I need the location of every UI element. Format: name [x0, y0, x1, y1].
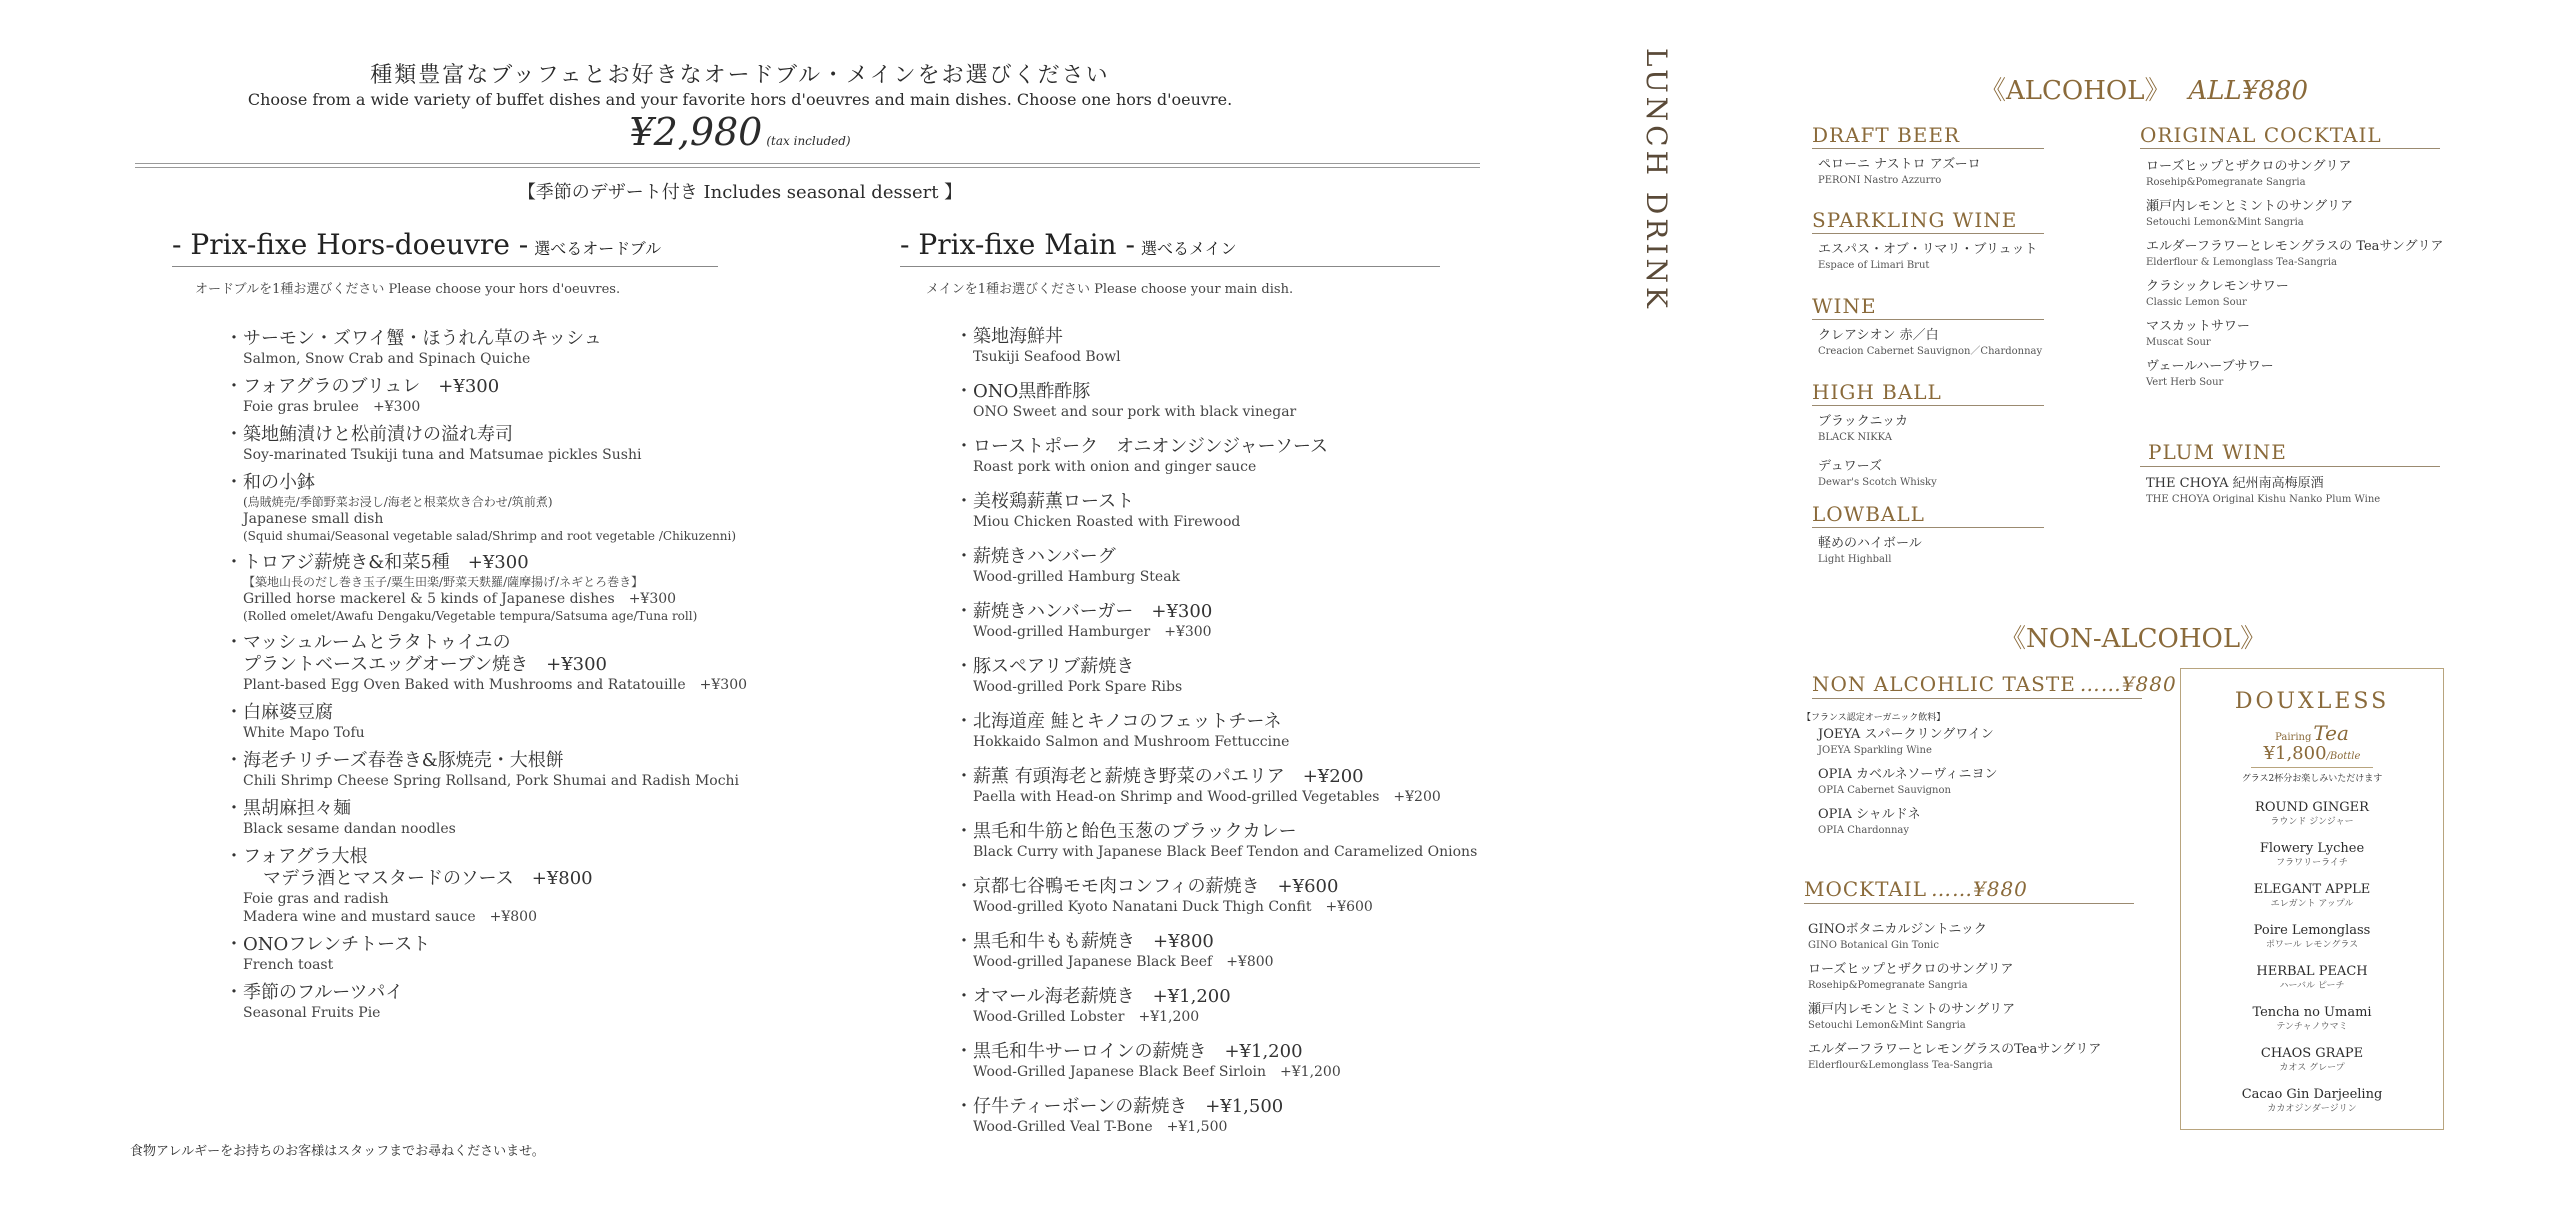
douxless-note: グラス2杯分お楽しみいただけます [2241, 774, 2383, 784]
list-item [955, 546, 1477, 586]
drink-en: PERONI Nastro Azzurro [1818, 175, 1942, 186]
item-jp-line2: プラントベースエッグオーブン焼き +¥300 [243, 654, 608, 675]
item-en: Grilled horse mackerel & 5 kinds of Japanese dishes +¥300 [243, 591, 677, 607]
header-title-jp: 種類豊富なブッフェとお好きなオードブル・メインをお選びください [370, 63, 1110, 88]
drink-en: OPIA Chardonnay [1818, 825, 1910, 836]
item-jp: ・京都七谷鴨モモ肉コンフィの薪焼き +¥600 [955, 876, 1339, 897]
item-en: Seasonal Fruits Pie [243, 1005, 381, 1021]
tea-jp: フラワリーライチ [2276, 858, 2348, 868]
list-item [225, 424, 747, 464]
tea-jp: カカオジンダージリン [2267, 1104, 2357, 1114]
allergy-note: 食物アレルギーをお持ちのお客様はスタッフまでお尋ねくださいませ。 [130, 1144, 545, 1159]
item-jp: ・豚スペアリブ薪焼き [955, 656, 1135, 677]
douxless-box [2180, 668, 2444, 1130]
list-item [225, 632, 747, 694]
list-item [2146, 358, 2444, 390]
wine-list [1818, 327, 2042, 372]
item-jp: ・美桜鶏薪薫ロースト [955, 491, 1135, 512]
list-item [1808, 961, 2101, 993]
list-item [2146, 278, 2444, 310]
dessert-note: 【季節のデザート付き Includes seasonal dessert 】 [517, 182, 963, 203]
na-taste-rule [1812, 698, 2142, 699]
tea-jp: ポワール レモングラス [2265, 940, 2359, 950]
tea-en: ELEGANT APPLE [2253, 882, 2371, 897]
item-jp: ・薪焼きハンバーガー +¥300 [955, 601, 1213, 622]
drink-en: Dewar's Scotch Whisky [1818, 477, 1937, 488]
tea-jp: カオス グレープ [2279, 1063, 2345, 1073]
mocktail-list [1808, 921, 2101, 1081]
item-en: Wood-Grilled Veal T-Bone +¥1,500 [973, 1119, 1228, 1135]
douxless-rule [2251, 767, 2373, 768]
drink-en: THE CHOYA Original Kishu Nanko Plum Wine [2146, 494, 2381, 505]
list-item [2181, 1045, 2443, 1074]
item-en: Tsukiji Seafood Bowl [973, 349, 1121, 365]
item-jp: ・北海道産 鮭とキノコのフェットチーネ [955, 711, 1282, 732]
item-jp: ・マッシュルームとラタトゥイユの [225, 632, 511, 653]
item-detail-en: (Squid shumai/Seasonal vegetable salad/Shrimp and root vegetable /Chikuzenni) [243, 529, 737, 543]
item-en: Chili Shrimp Cheese Spring Rollsand, Pork Shumai and Radish Mochi [243, 773, 740, 789]
item-jp: ・黒毛和牛サーロインの薪焼き +¥1,200 [955, 1041, 1303, 1062]
item-jp: ・トロアジ薪焼き&和菜5種 +¥300 [225, 552, 529, 573]
drink-en: Classic Lemon Sour [2146, 297, 2247, 308]
list-item [1818, 726, 1998, 758]
na-taste-list [1818, 726, 1998, 846]
list-item [225, 552, 747, 624]
drink-jp: THE CHOYA 紀州南高梅原酒 [2146, 476, 2324, 491]
plum-wine-rule [2140, 466, 2440, 467]
tea-en: Flowery Lychee [2259, 841, 2365, 856]
list-item [225, 934, 747, 974]
list-item [955, 326, 1477, 366]
drink-en: Elderflour & Lemonglass Tea-Sangria [2146, 257, 2338, 268]
item-detail-jp: 【築地山長のだし巻き玉子/粟生田楽/野菜天麩羅/薩摩揚げ/ネギとろ巻き】 [243, 575, 644, 589]
list-item [1818, 458, 1937, 490]
list-item [955, 491, 1477, 531]
lowball-heading: LOWBALL [1812, 502, 1925, 526]
list-item [955, 766, 1477, 806]
list-item [1818, 156, 1981, 188]
lunch-drink-vertical-title: LUNCH DRINK [1640, 48, 1673, 312]
drink-en: OPIA Cabernet Sauvignon [1818, 785, 1951, 796]
mocktail-heading [1804, 877, 2028, 901]
set-price [0, 110, 1480, 154]
item-jp: ・オマール海老薪焼き +¥1,200 [955, 986, 1231, 1007]
drink-en: Creacion Cabernet Sauvignon／Chardonnay [1818, 346, 2043, 357]
alcohol-all-price: ALL¥880 [2188, 76, 2308, 106]
hors-section-rule [172, 266, 718, 267]
header-rule-top [135, 163, 1480, 164]
list-item [955, 381, 1477, 421]
item-jp: ・築地海鮮丼 [955, 326, 1063, 347]
tea-text: Tea [2313, 721, 2349, 745]
list-item [955, 711, 1477, 751]
item-en: Wood-Grilled Lobster +¥1,200 [973, 1009, 1200, 1025]
cocktail-rule [2140, 148, 2440, 149]
tax-note: (tax included) [766, 134, 851, 148]
list-item [2146, 238, 2444, 270]
wine-rule [1812, 319, 2044, 320]
hors-section-note: オードブルを1種お選びください Please choose your hors d'oeuvres. [195, 282, 621, 297]
drink-jp: GINOボタニカルジントニック [1808, 922, 1987, 937]
list-item [2181, 799, 2443, 828]
item-jp: ・フォアグラ大根 [225, 846, 368, 867]
item-en: Paella with Head-on Shrimp and Wood-grilled Vegetables +¥200 [973, 789, 1441, 805]
organic-note: 【フランス認定オーガニック飲料】 [1802, 713, 1946, 723]
drink-en: Light Highball [1818, 554, 1892, 565]
item-jp: ・薪薫 有頭海老と薪焼き野菜のパエリア +¥200 [955, 766, 1364, 787]
tea-en: CHAOS GRAPE [2260, 1046, 2364, 1061]
sparkling-rule [1812, 233, 2044, 234]
drink-en: BLACK NIKKA [1818, 432, 1892, 443]
header-rule-bottom [135, 167, 1480, 168]
list-item [955, 601, 1477, 641]
list-item [225, 846, 747, 926]
item-jp: ・黒毛和牛筋と飴色玉葱のブラックカレー [955, 821, 1297, 842]
drink-en: Rosehip&Pomegranate Sangria [2146, 177, 2306, 188]
item-detail-en: (Rolled omelet/Awafu Dengaku/Vegetable tempura/Satsuma age/Tuna roll) [243, 609, 698, 623]
item-en: Soy-marinated Tsukiji tuna and Matsumae pickles Sushi [243, 447, 642, 463]
item-jp: ・ONO黒酢酢豚 [955, 381, 1091, 402]
item-en: Roast pork with onion and ginger sauce [973, 459, 1257, 475]
na-taste-heading [1812, 672, 2177, 696]
item-en: Wood-grilled Kyoto Nanatani Duck Thigh Confit +¥600 [973, 899, 1373, 915]
list-item [1818, 806, 1998, 838]
drink-jp: 軽めのハイボール [1818, 536, 1922, 551]
mocktail-rule [1804, 903, 2134, 904]
item-en: Foie gras brulee +¥300 [243, 399, 421, 415]
list-item [955, 821, 1477, 861]
drink-jp: 瀬戸内レモンとミントのサングリア [2146, 199, 2354, 214]
list-item [225, 750, 747, 790]
item-detail-jp: (烏賊焼売/季節野菜お浸し/海老と根菜炊き合わせ/筑前煮) [243, 495, 553, 509]
item-en: Black sesame dandan noodles [243, 821, 456, 837]
item-jp: ・季節のフルーツパイ [225, 982, 404, 1003]
list-item [225, 798, 747, 838]
wine-heading: WINE [1812, 294, 1877, 318]
drink-jp: ペローニ ナストロ アズーロ [1818, 157, 1981, 172]
na-taste-label: NON ALCOHLIC TASTE [1812, 672, 2076, 696]
main-section-rule [900, 266, 1440, 267]
list-item [955, 436, 1477, 476]
drink-jp: エルダーフラワーとレモングラスの Teaサングリア [2146, 239, 2444, 254]
list-item [1818, 535, 1922, 567]
item-en: Foie gras and radish [243, 891, 389, 907]
cocktail-list [2146, 158, 2444, 398]
tea-en: HERBAL PEACH [2256, 964, 2368, 979]
item-en: Plant-based Egg Oven Baked with Mushrooms and Ratatouille +¥300 [243, 677, 748, 693]
list-item [955, 1096, 1477, 1136]
drink-jp: クレアシオン 赤／白 [1818, 328, 1939, 343]
item-en: White Mapo Tofu [243, 725, 365, 741]
plum-wine-heading: PLUM WINE [2148, 440, 2287, 464]
drink-jp: マスカットサワー [2146, 319, 2250, 334]
drink-en: JOEYA Sparkling Wine [1818, 745, 1932, 756]
draft-beer-heading: DRAFT BEER [1812, 123, 1961, 147]
cocktail-heading: ORIGINAL COCKTAIL [2140, 123, 2382, 147]
drink-jp: ヴェールハーブサワー [2146, 359, 2274, 374]
item-jp: ・フォアグラのブリュレ +¥300 [225, 376, 500, 397]
drink-en: Setouchi Lemon&Mint Sangria [2146, 217, 2304, 228]
list-item [2181, 1004, 2443, 1033]
tea-en: Tencha no Umami [2252, 1005, 2372, 1020]
item-jp: ・和の小鉢 [225, 472, 315, 493]
douxless-price [2181, 743, 2443, 764]
plum-wine-list [2146, 475, 2380, 520]
na-taste-price: ……¥880 [2079, 672, 2177, 696]
list-item [955, 986, 1477, 1026]
list-item [225, 328, 747, 368]
drink-en: Elderflour&Lemonglass Tea-Sangria [1808, 1060, 1993, 1071]
drink-jp: ローズヒップとザクロのサングリア [1808, 962, 2014, 977]
tea-jp: ラウンド ジンジャー [2270, 817, 2354, 827]
price-value: ¥2,980 [629, 110, 763, 154]
list-item [1818, 766, 1998, 798]
tea-en: Cacao Gin Darjeeling [2241, 1087, 2383, 1102]
drink-en: Espace of Limari Brut [1818, 260, 1930, 271]
lowball-list [1818, 535, 1922, 580]
drink-en: Vert Herb Sour [2146, 377, 2224, 388]
list-item [2181, 840, 2443, 869]
item-en: ONO Sweet and sour pork with black vinegar [973, 404, 1297, 420]
item-en: Black Curry with Japanese Black Beef Tendon and Caramelized Onions [973, 844, 1478, 860]
hors-subtitle: 選べるオードブル [534, 239, 662, 258]
item-jp: ・黒毛和牛もも薪焼き +¥800 [955, 931, 1214, 952]
list-item [955, 876, 1477, 916]
drink-en: Rosehip&Pomegranate Sangria [1808, 980, 1968, 991]
tea-jp: ハーバル ピーチ [2279, 981, 2345, 991]
item-jp: ・白麻婆豆腐 [225, 702, 333, 723]
hors-section-title [172, 228, 661, 261]
list-item [1808, 1001, 2101, 1033]
list-item [225, 982, 747, 1022]
list-item [225, 702, 747, 742]
list-item [2146, 158, 2444, 190]
item-jp: ・サーモン・ズワイ蟹・ほうれん草のキッシュ [225, 328, 602, 349]
list-item [1808, 1041, 2101, 1073]
item-jp: ・海老チリチーズ春巻き&豚焼売・大根餅 [225, 750, 564, 771]
item-jp-line2: マデラ酒とマスタードのソース +¥800 [263, 868, 593, 889]
tea-jp: テンチャノウマミ [2276, 1022, 2348, 1032]
item-en: Salmon, Snow Crab and Spinach Quiche [243, 351, 531, 367]
drink-en: GINO Botanical Gin Tonic [1808, 940, 1939, 951]
drink-jp: クラシックレモンサワー [2146, 279, 2289, 294]
item-en: Wood-grilled Japanese Black Beef +¥800 [973, 954, 1274, 970]
item-en: Wood-Grilled Japanese Black Beef Sirloin +¥1,200 [973, 1064, 1341, 1080]
item-en: Japanese small dish [243, 511, 384, 527]
item-jp: ・黒胡麻担々麺 [225, 798, 351, 819]
sparkling-list [1818, 241, 2037, 286]
hors-title-text: - Prix-fixe Hors-doeuvre - [172, 228, 529, 261]
drink-jp: OPIA カベルネソーヴィニヨン [1818, 767, 1998, 782]
pairing-tea-label [2181, 721, 2443, 745]
highball-rule [1812, 405, 2044, 406]
item-en: Hokkaido Salmon and Mushroom Fettuccine [973, 734, 1290, 750]
item-jp: ・ローストポーク オニオンジンジャーソース [955, 436, 1329, 457]
list-item [1818, 241, 2037, 273]
item-en: Wood-grilled Hamburger +¥300 [973, 624, 1212, 640]
alcohol-title: 《ALCOHOL》 [1980, 76, 2171, 106]
mocktail-label: MOCKTAIL [1804, 877, 1927, 901]
main-section-title [900, 228, 1237, 261]
mocktail-price: ……¥880 [1931, 877, 2028, 901]
main-title-text: - Prix-fixe Main - [900, 228, 1135, 261]
list-item [1818, 413, 1937, 445]
list-item [2146, 318, 2444, 350]
highball-heading: HIGH BALL [1812, 380, 1942, 404]
douxless-title: DOUXLESS [2234, 689, 2390, 714]
drink-en: Muscat Sour [2146, 337, 2211, 348]
tea-en: ROUND GINGER [2255, 800, 2369, 815]
main-subtitle: 選べるメイン [1140, 239, 1237, 258]
item-jp: ・築地鮪漬けと松前漬けの溢れ寿司 [225, 424, 513, 445]
item-en: Wood-grilled Pork Spare Ribs [973, 679, 1183, 695]
drink-jp: ローズヒップとザクロのサングリア [2146, 159, 2352, 174]
drink-jp: ブラックニッカ [1818, 414, 1908, 429]
list-item [225, 472, 747, 544]
drink-jp: 瀬戸内レモンとミントのサングリア [1808, 1002, 2016, 1017]
drink-jp: エルダーフラワーとレモングラスのTeaサングリア [1808, 1042, 2102, 1057]
item-en-line2: Madera wine and mustard sauce +¥800 [243, 909, 537, 925]
list-item [225, 376, 747, 416]
list-item [2146, 475, 2380, 507]
item-en: Wood-grilled Hamburg Steak [973, 569, 1181, 585]
item-jp: ・仔牛ティーボーンの薪焼き +¥1,500 [955, 1096, 1284, 1117]
list-item [2181, 922, 2443, 951]
tea-en: Poire Lemonglass [2253, 923, 2371, 938]
item-en: French toast [243, 957, 334, 973]
nonalcohol-heading: 《NON-ALCOHOL》 [2000, 624, 2267, 654]
list-item [2181, 881, 2443, 910]
list-item [955, 656, 1477, 696]
item-jp: ・ONOフレンチトースト [225, 934, 431, 955]
drink-en: Setouchi Lemon&Mint Sangria [1808, 1020, 1966, 1031]
list-item [2146, 198, 2444, 230]
list-item [2181, 963, 2443, 992]
pairing-text: Pairing [2275, 732, 2312, 743]
item-en: Miou Chicken Roasted with Firewood [973, 514, 1241, 530]
header-title-en: Choose from a wide variety of buffet dishes and your favorite hors d'oeuvres and main dishes. Choose one hors d'oeuvre. [247, 90, 1233, 109]
highball-list [1818, 413, 1937, 503]
list-item [1818, 327, 2042, 359]
list-item [955, 931, 1477, 971]
alcohol-heading [1980, 70, 2308, 107]
per-bottle: /Bottle [2326, 751, 2361, 762]
lowball-rule [1812, 527, 2044, 528]
list-item [1808, 921, 2101, 953]
drink-jp: エスパス・オブ・リマリ・ブリュット [1818, 242, 2038, 257]
draft-beer-rule [1812, 148, 2044, 149]
list-item [2181, 1086, 2443, 1115]
draft-beer-list [1818, 156, 1981, 201]
item-jp: ・薪焼きハンバーグ [955, 546, 1116, 567]
list-item [955, 1041, 1477, 1081]
sparkling-heading: SPARKLING WINE [1812, 208, 2018, 232]
drink-jp: デュワーズ [1818, 459, 1882, 474]
hors-menu-list [225, 328, 747, 1030]
drink-jp: JOEYA スパークリングワイン [1818, 727, 1994, 742]
main-section-note: メインを1種お選びください Please choose your main dish. [926, 282, 1294, 297]
tea-jp: エレガント アップル [2270, 899, 2354, 909]
douxless-list [2181, 799, 2443, 1127]
douxless-price-value: ¥1,800 [2263, 743, 2327, 764]
main-menu-list [955, 326, 1477, 1151]
drink-jp: OPIA シャルドネ [1818, 807, 1921, 822]
